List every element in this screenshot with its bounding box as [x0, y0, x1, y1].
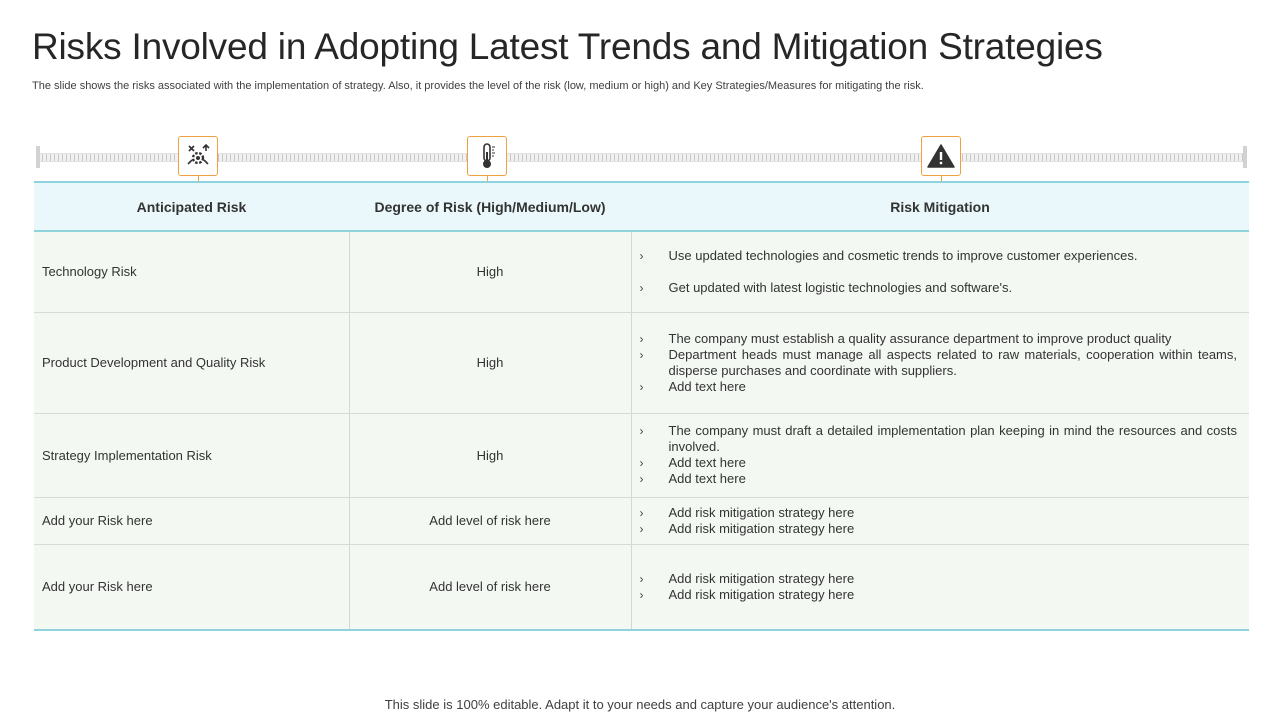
mitigation-item: › The company must draft a detailed implementation plan keeping in mind the resources and costs involved. — [639, 423, 1237, 454]
mitigation-item: › Get updated with latest logistic technologies and software's. — [639, 279, 1013, 295]
table-row — [34, 231, 1249, 312]
table-row — [34, 413, 1249, 497]
mitigation-item: › The company must establish a quality assurance department to improve product quality — [639, 330, 1172, 346]
table-row — [34, 312, 1249, 413]
risk-name: Strategy Implementation Risk — [34, 413, 349, 497]
mitigation-item: › Use updated technologies and cosmetic trends to improve customer experiences. — [639, 247, 1138, 263]
mitigation-item: › Add risk mitigation strategy here — [639, 586, 855, 602]
risk-level: High — [349, 413, 631, 497]
mitigation-item: › Add risk mitigation strategy here — [639, 520, 855, 536]
risk-name: Technology Risk — [34, 231, 349, 312]
chevron-right-icon: › — [639, 587, 644, 602]
mitigation-item: › Add risk mitigation strategy here — [639, 570, 855, 586]
ruler-cap-left — [36, 146, 40, 168]
chevron-right-icon: › — [639, 331, 644, 346]
ruler-strip — [38, 153, 1246, 162]
chevron-right-icon: › — [639, 347, 644, 362]
header-anticipated-risk: Anticipated Risk — [34, 182, 349, 231]
warning-triangle-icon — [921, 136, 961, 176]
mitigation-item: › Add text here — [639, 471, 746, 486]
risk-name: Add your Risk here — [34, 544, 349, 630]
risk-mitigation-cell — [631, 231, 1249, 312]
page-title: Risks Involved in Adopting Latest Trends and Mitigation Strategies — [32, 26, 1103, 67]
chevron-right-icon: › — [639, 424, 644, 438]
risk-mitigation-cell — [631, 413, 1249, 497]
mitigation-item: › Add text here — [639, 455, 746, 470]
chevron-right-icon: › — [639, 505, 644, 520]
risk-level: High — [349, 231, 631, 312]
risk-name: Product Development and Quality Risk — [34, 312, 349, 413]
risk-level: Add level of risk here — [349, 497, 631, 544]
risk-table — [34, 181, 1249, 631]
chevron-right-icon: › — [639, 571, 644, 586]
chevron-right-icon: › — [639, 456, 644, 470]
table-row — [34, 544, 1249, 630]
risk-mitigation-cell — [631, 312, 1249, 413]
ruler-cap-right — [1243, 146, 1247, 168]
table-row — [34, 497, 1249, 544]
risk-level: High — [349, 312, 631, 413]
page-subtitle: The slide shows the risks associated with the implementation of strategy. Also, it provides the level of the risk (low, medium or high) and Key Strategies/Measures for mitigating the risk. — [32, 80, 924, 92]
chevron-right-icon: › — [639, 248, 644, 263]
mitigation-item: › Department heads must manage all aspects related to raw materials, cooperation within teams, disperse purchases and coordinate with suppliers. — [639, 346, 1237, 378]
risk-strategy-icon — [178, 136, 218, 176]
risk-name: Add your Risk here — [34, 497, 349, 544]
mitigation-item: › Add risk mitigation strategy here — [639, 504, 855, 520]
thermometer-icon — [467, 136, 507, 176]
risk-mitigation-cell — [631, 544, 1249, 630]
chevron-right-icon: › — [639, 280, 644, 295]
header-risk-mitigation: Risk Mitigation — [631, 182, 1249, 231]
risk-mitigation-cell — [631, 497, 1249, 544]
mitigation-item: › Add text here — [639, 378, 746, 394]
chevron-right-icon: › — [639, 379, 644, 394]
table-header-row — [34, 182, 1249, 231]
footer-note: This slide is 100% editable. Adapt it to your needs and capture your audience's attention. — [384, 697, 896, 712]
header-degree-of-risk: Degree of Risk (High/Medium/Low) — [349, 182, 631, 231]
risk-level: Add level of risk here — [349, 544, 631, 630]
chevron-right-icon: › — [639, 472, 644, 486]
chevron-right-icon: › — [639, 521, 644, 536]
